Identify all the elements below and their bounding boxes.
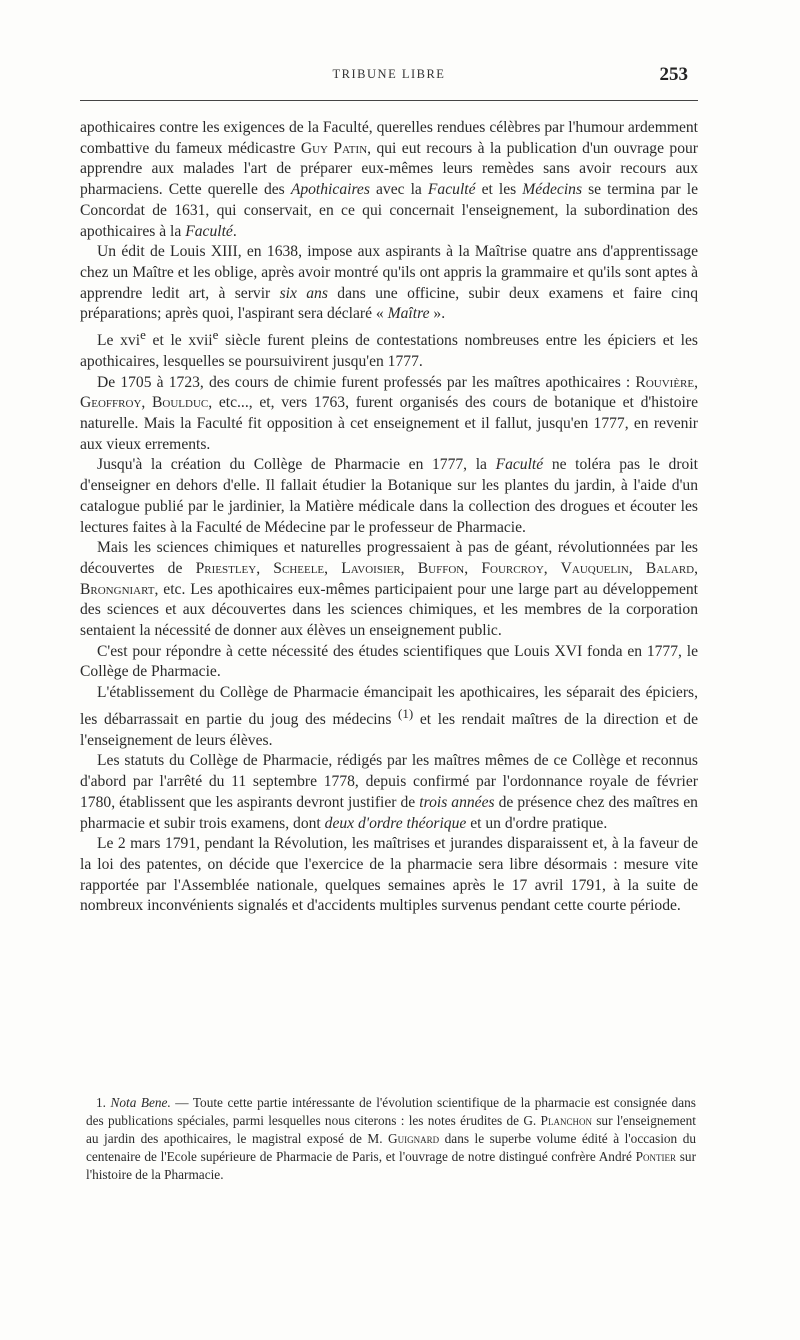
text-run: L'établissement du Collège de Pharmacie émancipait les apothicaires, les séparait des épiciers, les débarrassait en partie du joug des médecins [80, 684, 698, 729]
author-name: Planchon [540, 1113, 592, 1128]
text-run: dans le superbe volume édité à l'occasion du centenaire de l'Ecole supérieure de Pharmacie de Paris, et l'ouvrage de notre distingué confrère André [86, 1131, 697, 1164]
author-name: Pontier [635, 1149, 677, 1164]
footnote [86, 1094, 696, 1184]
author-name: Rouvière, Geoffroy, Boulduc [80, 373, 698, 412]
text-run: De 1705 à 1723, des cours de chimie furent professés par les maîtres apothicaires : [97, 373, 636, 391]
page-header [80, 64, 698, 88]
paragraph [80, 242, 698, 325]
italic-term: Nota Bene. [110, 1095, 171, 1110]
text-run: Un édit de Louis XIII, en 1638, impose aux aspirants à la Maîtrise quatre ans d'apprentissage chez un Maître et les oblige, après avoir montré qu'ils ont appris la grammaire et qu'ils sont aptes à apprendre ledit art, à servir [80, 243, 698, 302]
header-rule [80, 100, 698, 101]
paragraph [80, 642, 698, 683]
italic-term: deux d'ordre théorique [324, 814, 467, 832]
text-run: et un d'ordre pratique. [466, 814, 608, 832]
italic-term: trois années [419, 793, 495, 811]
text-run: ». [429, 305, 446, 323]
text-run: C'est pour répondre à cette nécessité des études scientifiques que Louis XVI fonda en 1777, le Collège de Pharmacie. [80, 642, 698, 681]
author-name: Priestley, Scheele, Lavoisier, Buffon, Fourcroy, Vauquelin, Balard, Brongniart [80, 559, 698, 598]
author-name: Guignard [388, 1131, 440, 1146]
page-number: 253 [659, 64, 688, 85]
superscript: e [212, 327, 219, 343]
text-run: , etc..., et, vers 1763, furent organisés des cours de botanique et d'histoire naturelle. Mais la Faculté fit opposition à cet enseignement et il fallut, jusqu'en 1777, en revenir aux vieux errements. [80, 394, 698, 453]
author-name: Guy Patin [300, 139, 368, 157]
paragraph [80, 455, 698, 538]
text-run: et le xvii [145, 332, 213, 350]
italic-term: Faculté [495, 456, 544, 474]
italic-term: Maître [387, 305, 430, 323]
body-text [80, 118, 698, 917]
footnote-number: 1. [96, 1095, 106, 1110]
text-run: de présence chez des maîtres en pharmacie et subir trois examens, dont [80, 793, 698, 832]
text-run: apothicaires contre les exigences de la Faculté, querelles rendues célèbres par l'humour ardemment combattive du fameux médicastre [80, 119, 698, 157]
italic-term: Faculté [427, 181, 476, 199]
paragraph [80, 325, 698, 373]
text-run: et les rendait maîtres de la direction et de l'enseignement de leurs élèves. [80, 711, 698, 749]
text-run: sur l'histoire de la Pharmacie. [86, 1149, 696, 1182]
text-run: avec la [369, 181, 428, 199]
text-run: Le xvi [97, 332, 141, 350]
footnote-text [86, 1094, 696, 1184]
paragraph [80, 538, 698, 642]
paragraph [80, 834, 698, 917]
paragraph [80, 683, 698, 751]
text-run: Les statuts du Collège de Pharmacie, rédigés par les maîtres mêmes de ce Collège et reconnus d'abord par l'arrêté du 11 septembre 1778, depuis confirmé par l'ordonnance royale de février 1780, établissent que les aspirants devront justifier de [80, 752, 698, 811]
paragraph [80, 751, 698, 834]
text-run: . [232, 222, 237, 240]
text-run: dans une officine, subir deux examens et faire cinq préparations; après quoi, l'aspirant sera déclaré « [80, 284, 698, 323]
italic-term: six ans [279, 284, 328, 302]
footnote-marker[interactable]: (1) [398, 705, 414, 721]
italic-term: Faculté [185, 222, 233, 240]
superscript: e [140, 327, 146, 343]
text-run: , qui eut recours à la publication d'un ouvrage pour apprendre aux malades l'art de préparer eux-mêmes leurs remèdes sans avoir recours aux pharmaciens. Cette querelle des [80, 139, 698, 199]
text-run: , etc. Les apothicaires eux-mêmes participaient pour une large part au développement des sciences et aux découvertes dans les sciences chimiques, et les membres de la corporation sentaient la nécessité de donner aux élèves un enseignement public. [80, 580, 698, 640]
paragraph [80, 373, 698, 456]
text-run: — Toute cette partie intéressante de l'évolution scientifique de la pharmacie est consignée dans des publications spéciales, parmi lesquelles nous citerons : les notes érudites de G. [86, 1095, 696, 1128]
text-run: sur l'enseignement au jardin des apothicaires, le magistral exposé de M. [86, 1113, 696, 1146]
italic-term: Médecins [522, 181, 583, 199]
text-run: Le 2 mars 1791, pendant la Révolution, les maîtrises et jurandes disparaissent et, à la faveur de la loi des patentes, on décide que l'exercice de la pharmacie sera libre désormais : mesure vite rapportée par l'Assemblée nationale, quelques semaines après le 17 avril 1791, à la suite de nombreux inconvénients signalés et d'accidents multiples survenus pendant cette courte période. [80, 835, 698, 915]
italic-term: Apothicaires [290, 181, 370, 199]
text-run: se termina par le Concordat de 1631, qui conservait, en ce qui concernait l'enseignement, la subordination des apothicaires à la [80, 181, 699, 240]
paragraph [80, 118, 698, 242]
text-run: Mais les sciences chimiques et naturelles progressaient à pas de géant, révolutionnées par les découvertes de [80, 539, 698, 577]
text-run: siècle furent pleins de contestations nombreuses entre les épiciers et les apothicaires, lesquelles se poursuivirent jusqu'en 1777. [80, 332, 698, 370]
text-run: et les [475, 181, 523, 199]
text-run: Jusqu'à la création du Collège de Pharmacie en 1777, la [97, 456, 496, 474]
text-run: ne toléra pas le droit d'enseigner en dehors d'elle. Il fallait étudier la Botanique sur les plantes du jardin, à l'aide d'un catalogue publié par le jardinier, la Matière médicale dans la collection des drogues et écouter les lectures faites à la Faculté de Médecine par le professeur de Pharmacie. [80, 456, 698, 536]
running-title: TRIBUNE LIBRE [332, 67, 446, 81]
